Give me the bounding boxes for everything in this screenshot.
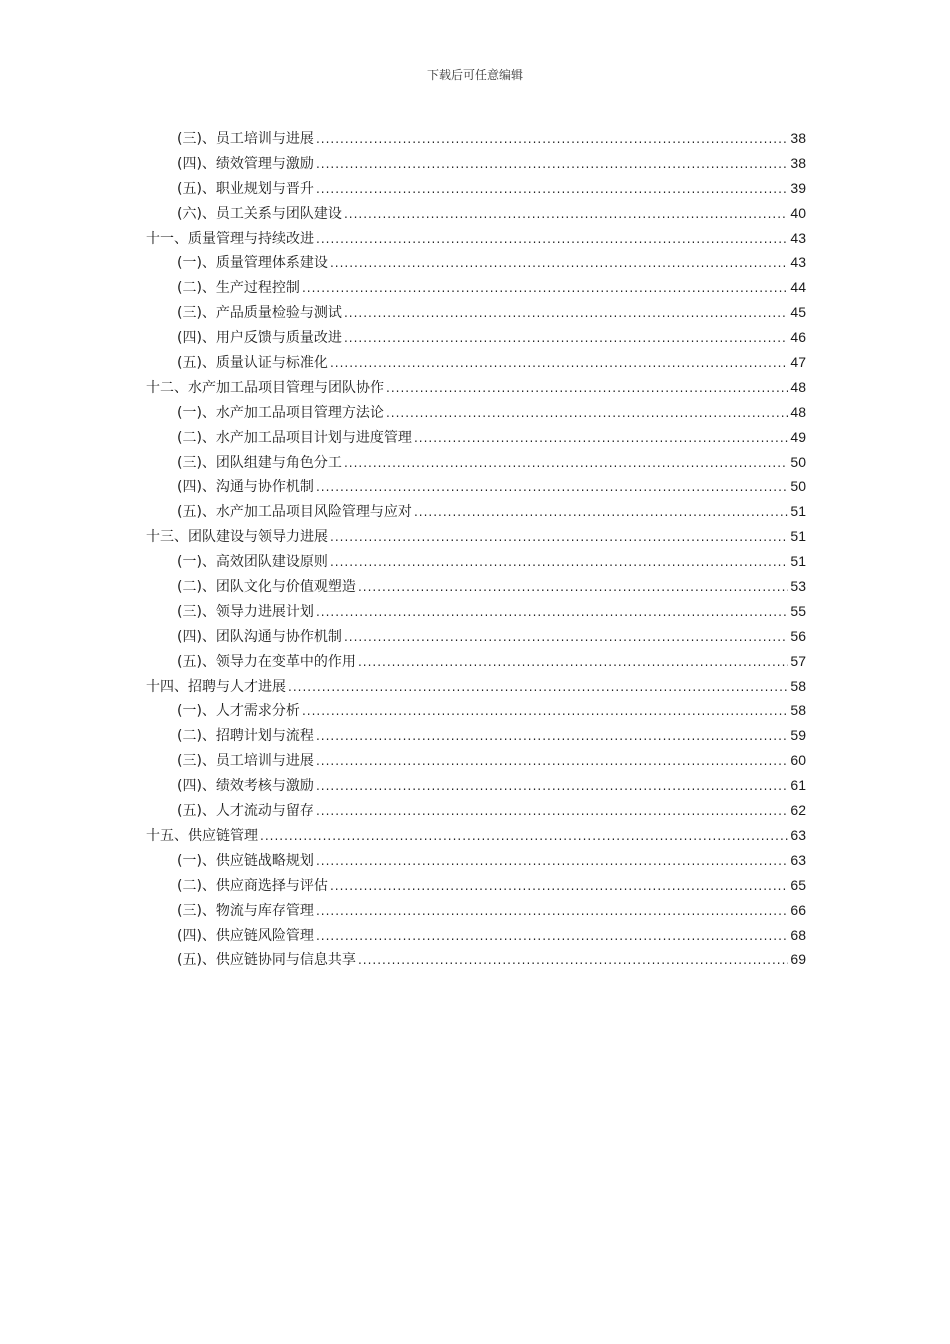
toc-dot-leader (386, 401, 788, 426)
toc-dot-leader (344, 202, 788, 227)
toc-entry-title: (五)、职业规划与晋升 (177, 180, 314, 197)
toc-entry[interactable] (146, 947, 806, 972)
toc-dot-leader (344, 326, 788, 351)
toc-entry-page-number: 58 (790, 677, 806, 694)
toc-entry[interactable] (146, 923, 806, 948)
toc-dot-leader (316, 924, 788, 949)
toc-entry-title: (二)、水产加工品项目计划与进度管理 (177, 429, 412, 446)
toc-entry[interactable] (146, 126, 806, 151)
toc-entry[interactable] (146, 773, 806, 798)
toc-entry-page-number: 51 (790, 553, 806, 570)
toc-entry-title: (一)、供应链战略规划 (177, 852, 314, 869)
toc-entry-page-number: 56 (790, 627, 806, 644)
toc-dot-leader (316, 799, 788, 824)
toc-entry[interactable] (146, 151, 806, 176)
toc-entry-title: (五)、领导力在变革中的作用 (177, 653, 356, 670)
toc-dot-leader (330, 351, 788, 376)
toc-dot-leader (330, 251, 788, 276)
toc-entry-page-number: 43 (790, 254, 806, 271)
toc-entry[interactable] (146, 798, 806, 823)
toc-entry-page-number: 51 (790, 503, 806, 520)
toc-dot-leader (260, 824, 788, 849)
toc-entry-title: (一)、高效团队建设原则 (177, 554, 328, 571)
toc-dot-leader (344, 301, 788, 326)
toc-entry-page-number: 55 (790, 602, 806, 619)
toc-entry-page-number: 63 (790, 826, 806, 843)
toc-dot-leader (316, 749, 788, 774)
toc-entry[interactable] (146, 176, 806, 201)
toc-entry-page-number: 38 (790, 154, 806, 171)
toc-entry-title: (五)、供应链协同与信息共享 (177, 952, 356, 969)
toc-entry[interactable] (146, 275, 806, 300)
toc-entry-title: (二)、招聘计划与流程 (177, 728, 314, 745)
toc-entry[interactable] (146, 599, 806, 624)
toc-entry-page-number: 46 (790, 329, 806, 346)
toc-entry[interactable] (146, 226, 806, 251)
toc-entry-title: (五)、质量认证与标准化 (177, 355, 328, 372)
toc-entry-page-number: 61 (790, 777, 806, 794)
toc-entry-page-number: 43 (790, 229, 806, 246)
toc-dot-leader (330, 525, 788, 550)
toc-entry[interactable] (146, 375, 806, 400)
toc-entry-title: (一)、水产加工品项目管理方法论 (177, 404, 384, 421)
toc-entry-page-number: 44 (790, 279, 806, 296)
toc-entry-title: (三)、员工培训与进展 (177, 131, 314, 147)
toc-entry[interactable] (146, 898, 806, 923)
toc-entry-title: (四)、绩效管理与激励 (177, 155, 314, 172)
toc-entry[interactable] (146, 624, 806, 649)
toc-entry-title: (三)、领导力进展计划 (177, 603, 314, 620)
toc-entry-page-number: 39 (790, 179, 806, 196)
toc-entry-page-number: 47 (790, 354, 806, 371)
toc-entry[interactable] (146, 524, 806, 549)
toc-entry-page-number: 50 (790, 453, 806, 470)
toc-dot-leader (316, 152, 788, 177)
toc-entry[interactable] (146, 474, 806, 499)
toc-entry-page-number: 69 (790, 951, 806, 968)
toc-entry-title: (四)、用户反馈与质量改进 (177, 330, 342, 347)
table-of-contents (146, 126, 806, 972)
toc-entry[interactable] (146, 723, 806, 748)
toc-entry-page-number: 48 (790, 403, 806, 420)
toc-dot-leader (316, 475, 788, 500)
toc-dot-leader (358, 650, 788, 675)
toc-entry-title: (五)、水产加工品项目风险管理与应对 (177, 504, 412, 521)
toc-dot-leader (316, 899, 788, 924)
toc-entry-title: (六)、员工关系与团队建设 (177, 205, 342, 222)
toc-entry-title: 十一、质量管理与持续改进 (146, 230, 314, 247)
toc-entry-page-number: 57 (790, 652, 806, 669)
toc-entry-title: (一)、人才需求分析 (177, 703, 300, 720)
toc-entry-page-number: 40 (790, 204, 806, 221)
toc-entry-title: (二)、供应商选择与评估 (177, 877, 328, 894)
toc-dot-leader (316, 774, 788, 799)
toc-entry-title: 十三、团队建设与领导力进展 (146, 529, 328, 546)
toc-entry[interactable] (146, 748, 806, 773)
toc-entry[interactable] (146, 425, 806, 450)
toc-entry-title: (五)、人才流动与留存 (177, 803, 314, 820)
toc-dot-leader (316, 724, 788, 749)
toc-dot-leader (358, 948, 788, 973)
toc-entry[interactable] (146, 674, 806, 699)
toc-entry-page-number: 65 (790, 876, 806, 893)
toc-entry-title: (三)、物流与库存管理 (177, 902, 314, 919)
toc-dot-leader (344, 451, 788, 476)
page-header: 下载后可任意编辑 (426, 68, 523, 82)
toc-entry-title: (四)、供应链风险管理 (177, 927, 314, 944)
toc-dot-leader (414, 500, 788, 525)
toc-entry-title: (四)、绩效考核与激励 (177, 778, 314, 795)
toc-entry[interactable] (146, 201, 806, 226)
toc-dot-leader (358, 575, 788, 600)
toc-entry[interactable] (146, 848, 806, 873)
toc-entry-page-number: 38 (790, 130, 806, 146)
toc-entry[interactable] (146, 300, 806, 325)
toc-entry-page-number: 58 (790, 702, 806, 719)
toc-dot-leader (316, 177, 788, 202)
toc-entry-page-number: 60 (790, 752, 806, 769)
toc-entry-title: (四)、沟通与协作机制 (177, 479, 314, 496)
toc-entry[interactable] (146, 823, 806, 848)
toc-dot-leader (414, 426, 788, 451)
toc-dot-leader (386, 376, 788, 401)
toc-entry-title: (一)、质量管理体系建设 (177, 255, 328, 272)
toc-entry-title: 十二、水产加工品项目管理与团队协作 (146, 379, 384, 396)
toc-entry[interactable] (146, 400, 806, 425)
toc-dot-leader (316, 127, 788, 152)
toc-entry-page-number: 62 (790, 802, 806, 819)
toc-entry-page-number: 66 (790, 901, 806, 918)
toc-entry-page-number: 49 (790, 428, 806, 445)
toc-dot-leader (302, 699, 788, 724)
toc-entry-page-number: 51 (790, 528, 806, 545)
toc-entry-title: (二)、团队文化与价值观塑造 (177, 579, 356, 596)
toc-entry-page-number: 48 (790, 378, 806, 395)
toc-dot-leader (316, 227, 788, 252)
toc-entry-page-number: 53 (790, 578, 806, 595)
toc-dot-leader (316, 600, 788, 625)
toc-entry-title: (三)、员工培训与进展 (177, 753, 314, 770)
toc-entry[interactable] (146, 499, 806, 524)
toc-entry-title: 十五、供应链管理 (146, 827, 258, 844)
toc-dot-leader (288, 675, 788, 700)
toc-entry[interactable] (146, 549, 806, 574)
toc-entry-page-number: 59 (790, 727, 806, 744)
toc-entry[interactable] (146, 325, 806, 350)
toc-dot-leader (344, 625, 788, 650)
toc-entry[interactable] (146, 350, 806, 375)
toc-entry[interactable] (146, 450, 806, 475)
toc-dot-leader (316, 849, 788, 874)
toc-entry-title: (三)、团队组建与角色分工 (177, 454, 342, 471)
toc-entry-title: (三)、产品质量检验与测试 (177, 305, 342, 322)
toc-entry[interactable] (146, 649, 806, 674)
toc-entry[interactable] (146, 250, 806, 275)
toc-entry-title: 十四、招聘与人才进展 (146, 678, 286, 695)
toc-entry[interactable] (146, 574, 806, 599)
toc-dot-leader (330, 874, 788, 899)
toc-entry[interactable] (146, 698, 806, 723)
toc-entry-page-number: 50 (790, 478, 806, 495)
toc-entry-title: (二)、生产过程控制 (177, 280, 300, 297)
toc-entry-page-number: 68 (790, 926, 806, 943)
toc-entry-page-number: 45 (790, 304, 806, 321)
toc-dot-leader (302, 276, 788, 301)
toc-entry-title: (四)、团队沟通与协作机制 (177, 628, 342, 645)
toc-dot-leader (330, 550, 788, 575)
toc-entry-page-number: 63 (790, 851, 806, 868)
toc-entry[interactable] (146, 873, 806, 898)
